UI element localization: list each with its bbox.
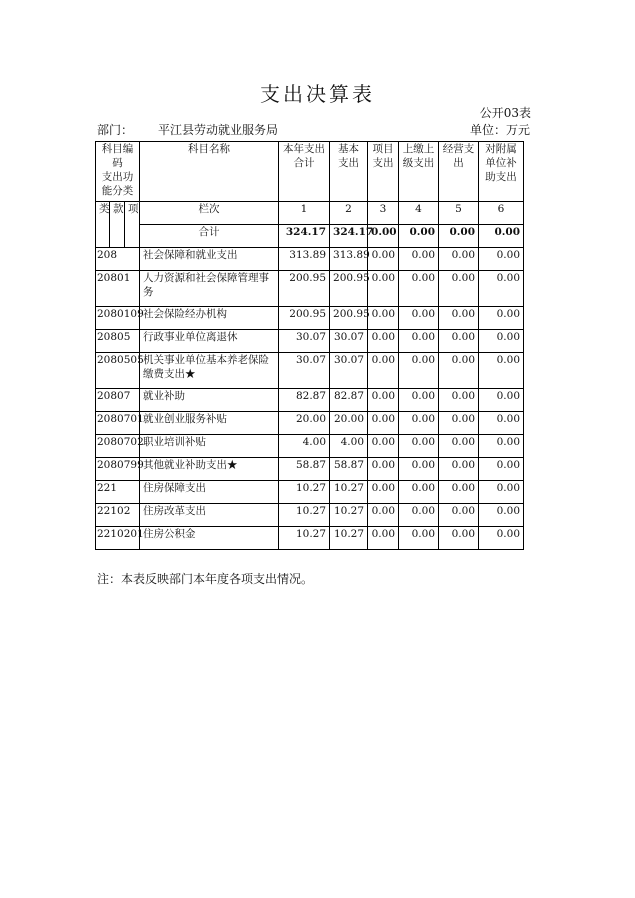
header-basic: 基本支出 (330, 142, 368, 202)
row-value: 313.89 (279, 248, 330, 271)
row-value: 0.00 (368, 248, 399, 271)
row-value: 30.07 (279, 353, 330, 389)
row-name: 住房公积金 (140, 527, 279, 550)
col-num-6: 6 (479, 202, 524, 225)
row-value: 200.95 (330, 271, 368, 307)
row-name: 人力资源和社会保障管理事务 (140, 271, 279, 307)
row-value: 30.07 (279, 330, 330, 353)
row-value: 200.95 (279, 307, 330, 330)
row-value: 0.00 (399, 353, 439, 389)
row-value: 0.00 (399, 412, 439, 435)
col-num-4: 4 (399, 202, 439, 225)
row-value: 0.00 (439, 353, 479, 389)
total-value: 0.00 (399, 225, 439, 248)
row-code: 2080702 (96, 435, 140, 458)
table-row (96, 307, 524, 330)
row-value: 0.00 (399, 527, 439, 550)
row-value: 82.87 (330, 389, 368, 412)
row-value: 200.95 (330, 307, 368, 330)
row-value: 30.07 (330, 353, 368, 389)
row-code: 208 (96, 248, 140, 271)
row-value: 58.87 (279, 458, 330, 481)
row-value: 0.00 (479, 330, 524, 353)
row-value: 10.27 (330, 504, 368, 527)
header-lanci: 栏次 (140, 202, 279, 225)
row-value: 0.00 (479, 481, 524, 504)
table-row (96, 504, 524, 527)
row-value: 4.00 (279, 435, 330, 458)
row-name: 职业培训补贴 (140, 435, 279, 458)
row-name: 机关事业单位基本养老保险缴费支出★ (140, 353, 279, 389)
row-value: 0.00 (479, 435, 524, 458)
row-code: 2080109 (96, 307, 140, 330)
table-row (96, 353, 524, 389)
row-value: 10.27 (279, 481, 330, 504)
row-code: 20807 (96, 389, 140, 412)
row-value: 0.00 (399, 435, 439, 458)
col-num-1: 1 (279, 202, 330, 225)
row-value: 0.00 (368, 527, 399, 550)
row-value: 0.00 (439, 504, 479, 527)
row-value: 0.00 (368, 504, 399, 527)
col-num-5: 5 (439, 202, 479, 225)
header-project: 项目支出 (368, 142, 399, 202)
row-value: 0.00 (439, 330, 479, 353)
table-row (96, 481, 524, 504)
table-row (96, 435, 524, 458)
row-value: 20.00 (330, 412, 368, 435)
table-row (96, 330, 524, 353)
row-name: 其他就业补助支出★ (140, 458, 279, 481)
row-value: 0.00 (368, 353, 399, 389)
row-value: 0.00 (368, 389, 399, 412)
row-value: 10.27 (330, 527, 368, 550)
unit-label: 单位：万元 (469, 123, 530, 137)
row-value: 0.00 (368, 481, 399, 504)
header-heji: 合计 (140, 225, 279, 248)
row-name: 行政事业单位离退休 (140, 330, 279, 353)
table-row (96, 271, 524, 307)
row-name: 住房改革支出 (140, 504, 279, 527)
header-xiang: 项 (125, 202, 140, 248)
row-value: 4.00 (330, 435, 368, 458)
row-code: 2210201 (96, 527, 140, 550)
table-row (96, 527, 524, 550)
row-value: 58.87 (330, 458, 368, 481)
row-value: 0.00 (368, 435, 399, 458)
header-lei: 类 (96, 202, 110, 248)
row-code: 221 (96, 481, 140, 504)
row-value: 0.00 (439, 458, 479, 481)
total-value: 0.00 (479, 225, 524, 248)
row-value: 0.00 (399, 458, 439, 481)
row-value: 0.00 (479, 458, 524, 481)
row-value: 0.00 (439, 307, 479, 330)
row-value: 200.95 (279, 271, 330, 307)
header-business: 经营支出 (439, 142, 479, 202)
row-value: 0.00 (399, 271, 439, 307)
form-number: 公开03表 (479, 106, 531, 120)
row-code: 2080505 (96, 353, 140, 389)
row-name: 就业创业服务补贴 (140, 412, 279, 435)
header-code-cell (96, 142, 140, 202)
table-row (96, 389, 524, 412)
row-name: 就业补助 (140, 389, 279, 412)
row-code: 2080799 (96, 458, 140, 481)
row-value: 0.00 (399, 330, 439, 353)
row-value: 0.00 (439, 248, 479, 271)
row-value: 0.00 (399, 389, 439, 412)
department-name: 平江县劳动就业服务局 (158, 123, 279, 137)
row-value: 10.27 (279, 504, 330, 527)
row-value: 0.00 (399, 504, 439, 527)
header-subsidiary: 对附属单位补助支出 (479, 142, 524, 202)
row-code: 2080701 (96, 412, 140, 435)
col-num-2: 2 (330, 202, 368, 225)
row-value: 30.07 (330, 330, 368, 353)
header-kuan: 款 (110, 202, 125, 248)
total-value: 324.17 (279, 225, 330, 248)
row-value: 0.00 (439, 271, 479, 307)
total-value: 0.00 (368, 225, 399, 248)
table-row (96, 458, 524, 481)
expenditure-table (95, 141, 524, 550)
row-value: 0.00 (439, 389, 479, 412)
row-value: 20.00 (279, 412, 330, 435)
row-value: 0.00 (368, 458, 399, 481)
row-value: 0.00 (479, 271, 524, 307)
table-row (96, 248, 524, 271)
row-value: 0.00 (368, 307, 399, 330)
row-value: 0.00 (439, 481, 479, 504)
row-value: 0.00 (479, 412, 524, 435)
page-title: 支出决算表 (260, 82, 375, 106)
row-value: 0.00 (479, 353, 524, 389)
row-code: 22102 (96, 504, 140, 527)
row-name: 住房保障支出 (140, 481, 279, 504)
footnote: 注：本表反映部门本年度各项支出情况。 (97, 572, 314, 586)
row-value: 0.00 (368, 330, 399, 353)
header-name: 科目名称 (140, 142, 279, 202)
row-value: 10.27 (330, 481, 368, 504)
row-value: 0.00 (479, 527, 524, 550)
row-value: 0.00 (479, 307, 524, 330)
row-value: 0.00 (439, 435, 479, 458)
row-value: 0.00 (399, 307, 439, 330)
row-value: 0.00 (479, 248, 524, 271)
header-upper: 上缴上级支出 (399, 142, 439, 202)
row-value: 0.00 (368, 271, 399, 307)
row-value: 10.27 (279, 527, 330, 550)
col-num-3: 3 (368, 202, 399, 225)
row-name: 社会保险经办机构 (140, 307, 279, 330)
header-code: 科目编码 (101, 143, 134, 169)
header-func-class: 支出功能分类 (101, 171, 134, 197)
row-code: 20805 (96, 330, 140, 353)
row-value: 0.00 (368, 412, 399, 435)
row-value: 0.00 (399, 248, 439, 271)
total-value: 0.00 (439, 225, 479, 248)
row-value: 0.00 (439, 527, 479, 550)
row-value: 0.00 (479, 504, 524, 527)
department-label: 部门： (97, 123, 134, 137)
row-value: 0.00 (399, 481, 439, 504)
total-value: 324.17 (330, 225, 368, 248)
row-value: 82.87 (279, 389, 330, 412)
row-name: 社会保障和就业支出 (140, 248, 279, 271)
row-code: 20801 (96, 271, 140, 307)
header-total: 本年支出合计 (279, 142, 330, 202)
row-value: 0.00 (439, 412, 479, 435)
row-value: 0.00 (479, 389, 524, 412)
row-value: 313.89 (330, 248, 368, 271)
table-row (96, 412, 524, 435)
